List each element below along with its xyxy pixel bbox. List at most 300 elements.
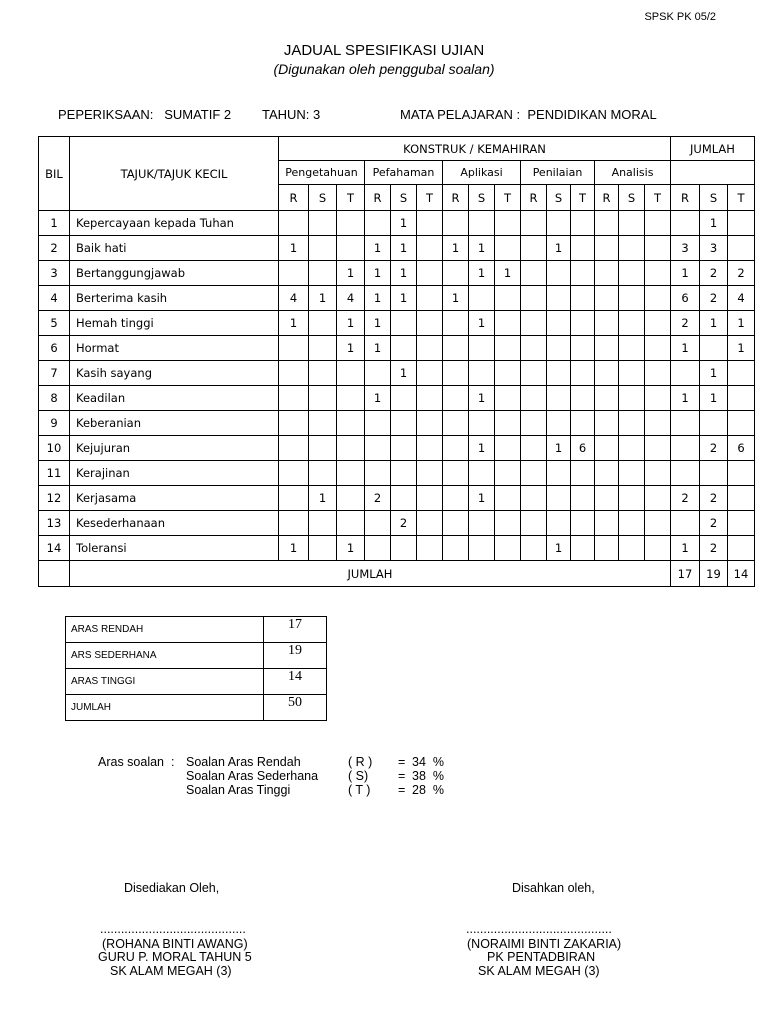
row-cell: 1 <box>337 336 365 361</box>
row-cell: 2 <box>391 511 417 536</box>
row-cell <box>619 486 645 511</box>
row-cell <box>671 411 700 436</box>
aras-label: Soalan Aras Tinggi <box>186 783 291 797</box>
summary-label: ARAS TINGGI <box>66 669 264 695</box>
row-tajuk: Hormat <box>70 336 279 361</box>
summary-label: JUMLAH <box>66 695 264 721</box>
table-row <box>39 411 755 436</box>
row-cell <box>595 386 619 411</box>
row-cell <box>547 461 571 486</box>
row-cell <box>700 461 728 486</box>
row-cell <box>279 386 309 411</box>
row-cell <box>469 286 495 311</box>
row-cell <box>645 461 671 486</box>
row-tajuk: Berterima kasih <box>70 286 279 311</box>
row-cell: 1 <box>671 336 700 361</box>
row-cell <box>391 386 417 411</box>
row-cell <box>417 311 443 336</box>
total-value: 17 <box>671 561 700 587</box>
row-bil: 2 <box>39 236 70 261</box>
level-header-s: S <box>469 185 495 211</box>
row-cell <box>547 336 571 361</box>
row-cell <box>279 336 309 361</box>
row-cell <box>547 211 571 236</box>
row-cell <box>728 511 755 536</box>
row-cell <box>619 536 645 561</box>
prepared-by-role: GURU P. MORAL TAHUN 5 <box>98 950 252 964</box>
row-cell <box>365 511 391 536</box>
row-cell <box>279 361 309 386</box>
row-cell <box>645 436 671 461</box>
row-cell <box>417 336 443 361</box>
row-tajuk: Kesederhanaan <box>70 511 279 536</box>
tajuk-header: TAJUK/TAJUK KECIL <box>70 137 279 211</box>
row-cell <box>595 436 619 461</box>
row-cell: 2 <box>700 436 728 461</box>
row-cell <box>571 261 595 286</box>
prepared-by-signature-line: .......................................... <box>100 922 246 936</box>
row-cell <box>443 461 469 486</box>
row-cell <box>337 211 365 236</box>
jumlah-blank-cell <box>671 161 755 185</box>
approved-by-role: PK PENTADBIRAN <box>487 950 596 964</box>
row-cell <box>469 461 495 486</box>
row-cell <box>279 486 309 511</box>
row-cell <box>417 461 443 486</box>
row-cell <box>571 461 595 486</box>
row-cell <box>645 286 671 311</box>
row-cell <box>337 461 365 486</box>
row-cell: 1 <box>365 261 391 286</box>
row-cell <box>521 386 547 411</box>
row-cell <box>619 511 645 536</box>
row-cell: 1 <box>547 236 571 261</box>
row-cell <box>417 436 443 461</box>
row-cell: 1 <box>469 236 495 261</box>
approved-by-caption: Disahkan oleh, <box>512 881 595 895</box>
row-cell <box>443 386 469 411</box>
row-bil: 9 <box>39 411 70 436</box>
aras-pct: 38 % <box>412 769 444 783</box>
row-cell <box>645 236 671 261</box>
row-cell <box>309 261 337 286</box>
summary-row <box>66 695 327 721</box>
summary-row <box>66 669 327 695</box>
approved-by-school: SK ALAM MEGAH (3) <box>478 964 600 978</box>
row-cell <box>309 511 337 536</box>
row-cell <box>521 511 547 536</box>
row-cell: 3 <box>700 236 728 261</box>
row-cell <box>469 336 495 361</box>
row-cell: 1 <box>469 436 495 461</box>
row-cell <box>595 311 619 336</box>
approved-by-name: (NORAIMI BINTI ZAKARIA) <box>467 937 622 951</box>
row-cell <box>547 361 571 386</box>
row-bil: 14 <box>39 536 70 561</box>
row-cell <box>571 236 595 261</box>
prepared-by-school: SK ALAM MEGAH (3) <box>110 964 232 978</box>
row-cell <box>495 486 521 511</box>
row-cell <box>337 361 365 386</box>
row-cell: 1 <box>391 361 417 386</box>
row-cell <box>443 486 469 511</box>
row-cell: 1 <box>469 311 495 336</box>
row-cell <box>279 411 309 436</box>
table-row <box>39 261 755 286</box>
row-cell: 1 <box>700 386 728 411</box>
row-cell <box>337 436 365 461</box>
table-row <box>39 211 755 236</box>
level-header-s: S <box>619 185 645 211</box>
row-cell <box>391 461 417 486</box>
row-cell <box>495 336 521 361</box>
row-cell: 2 <box>700 286 728 311</box>
row-bil: 1 <box>39 211 70 236</box>
row-cell <box>279 211 309 236</box>
row-cell <box>619 386 645 411</box>
row-cell <box>547 386 571 411</box>
row-cell <box>417 286 443 311</box>
row-cell <box>728 486 755 511</box>
level-header-t: T <box>495 185 521 211</box>
row-tajuk: Kejujuran <box>70 436 279 461</box>
row-cell <box>417 236 443 261</box>
row-cell <box>645 336 671 361</box>
row-cell <box>728 361 755 386</box>
row-cell <box>595 411 619 436</box>
level-header-t: T <box>571 185 595 211</box>
row-cell <box>309 361 337 386</box>
row-cell <box>595 461 619 486</box>
row-cell <box>521 486 547 511</box>
row-cell <box>728 236 755 261</box>
row-cell <box>443 336 469 361</box>
level-header-t: T <box>417 185 443 211</box>
row-bil: 5 <box>39 311 70 336</box>
row-cell <box>671 361 700 386</box>
approved-by-signature-line: .......................................... <box>466 922 612 936</box>
row-cell <box>417 411 443 436</box>
row-tajuk: Keberanian <box>70 411 279 436</box>
row-cell <box>469 411 495 436</box>
row-cell: 1 <box>728 311 755 336</box>
row-cell: 1 <box>337 311 365 336</box>
row-cell <box>495 211 521 236</box>
row-cell <box>495 436 521 461</box>
row-cell: 2 <box>671 311 700 336</box>
row-cell <box>443 536 469 561</box>
row-cell <box>391 336 417 361</box>
row-cell: 1 <box>365 336 391 361</box>
row-cell <box>521 286 547 311</box>
row-cell: 1 <box>700 361 728 386</box>
row-cell <box>571 386 595 411</box>
aras-heading: Aras soalan : <box>98 755 175 769</box>
row-cell <box>443 261 469 286</box>
row-cell <box>547 261 571 286</box>
row-cell <box>521 336 547 361</box>
table-row <box>39 311 755 336</box>
row-cell <box>671 436 700 461</box>
row-cell <box>700 411 728 436</box>
row-cell <box>469 536 495 561</box>
row-tajuk: Bertanggungjawab <box>70 261 279 286</box>
row-cell: 1 <box>309 286 337 311</box>
row-cell <box>671 211 700 236</box>
row-cell: 1 <box>337 536 365 561</box>
row-cell <box>495 236 521 261</box>
aras-eq: = <box>398 783 406 797</box>
row-cell <box>337 511 365 536</box>
row-cell <box>547 411 571 436</box>
row-cell <box>279 511 309 536</box>
level-header-r: R <box>595 185 619 211</box>
row-cell <box>495 361 521 386</box>
row-cell <box>469 211 495 236</box>
summary-value: 50 <box>264 695 327 721</box>
aras-code: ( T ) <box>348 783 371 797</box>
row-cell: 1 <box>365 236 391 261</box>
summary-value: 17 <box>264 617 327 643</box>
row-cell <box>571 311 595 336</box>
row-cell <box>619 261 645 286</box>
row-cell <box>571 486 595 511</box>
row-bil: 4 <box>39 286 70 311</box>
row-cell <box>309 336 337 361</box>
row-cell <box>571 361 595 386</box>
aras-label: Soalan Aras Sederhana <box>186 769 319 783</box>
row-cell: 3 <box>671 236 700 261</box>
table-row <box>39 386 755 411</box>
row-cell <box>547 286 571 311</box>
row-tajuk: Kerjasama <box>70 486 279 511</box>
row-cell <box>417 211 443 236</box>
row-cell: 1 <box>547 436 571 461</box>
row-cell: 4 <box>728 286 755 311</box>
row-cell <box>595 361 619 386</box>
row-cell <box>595 536 619 561</box>
row-cell <box>595 511 619 536</box>
row-cell: 1 <box>671 386 700 411</box>
row-cell <box>595 336 619 361</box>
row-cell <box>337 486 365 511</box>
row-cell <box>521 461 547 486</box>
table-row <box>39 286 755 311</box>
bil-header: BIL <box>39 137 70 211</box>
row-bil: 7 <box>39 361 70 386</box>
group-header-aplikasi: Aplikasi <box>443 161 521 185</box>
row-cell <box>443 436 469 461</box>
row-cell <box>495 511 521 536</box>
level-header-t: T <box>645 185 671 211</box>
row-bil: 6 <box>39 336 70 361</box>
row-cell <box>495 536 521 561</box>
group-header-pefahaman: Pefahaman <box>365 161 443 185</box>
row-bil: 13 <box>39 511 70 536</box>
level-header-s: S <box>547 185 571 211</box>
row-cell <box>391 536 417 561</box>
row-cell <box>495 411 521 436</box>
summary-label: ARAS RENDAH <box>66 617 264 643</box>
row-cell <box>595 211 619 236</box>
row-cell <box>619 236 645 261</box>
row-cell <box>521 211 547 236</box>
row-cell <box>309 311 337 336</box>
row-cell <box>495 461 521 486</box>
row-tajuk: Toleransi <box>70 536 279 561</box>
row-cell: 6 <box>728 436 755 461</box>
document-title: JADUAL SPESIFIKASI UJIAN <box>283 42 485 59</box>
aras-code: ( S) <box>348 769 369 783</box>
row-cell <box>279 461 309 486</box>
row-cell: 4 <box>337 286 365 311</box>
row-cell: 1 <box>700 211 728 236</box>
row-cell: 1 <box>469 386 495 411</box>
level-header-r: R <box>279 185 309 211</box>
row-cell <box>645 311 671 336</box>
summary-row <box>66 643 327 669</box>
table-row <box>39 511 755 536</box>
table-row <box>39 436 755 461</box>
row-cell <box>645 486 671 511</box>
row-cell: 1 <box>309 486 337 511</box>
row-cell: 6 <box>671 286 700 311</box>
row-cell <box>728 411 755 436</box>
row-cell <box>728 386 755 411</box>
summary-value: 14 <box>264 669 327 695</box>
row-cell: 6 <box>571 436 595 461</box>
row-cell <box>365 436 391 461</box>
summary-label: ARS SEDERHANA <box>66 643 264 669</box>
row-tajuk: Hemah tinggi <box>70 311 279 336</box>
row-cell: 2 <box>728 261 755 286</box>
row-cell: 2 <box>700 536 728 561</box>
table-row <box>39 461 755 486</box>
specification-table <box>38 136 755 587</box>
table-row <box>39 361 755 386</box>
row-cell <box>728 461 755 486</box>
row-tajuk: Keadilan <box>70 386 279 411</box>
row-tajuk: Kerajinan <box>70 461 279 486</box>
meta-tahun: TAHUN: 3 <box>262 107 321 122</box>
summary-row <box>66 617 327 643</box>
row-cell <box>309 211 337 236</box>
aras-pct: 34 % <box>412 755 444 769</box>
row-cell <box>595 236 619 261</box>
row-cell: 1 <box>279 236 309 261</box>
table-row <box>39 536 755 561</box>
total-row <box>39 561 755 587</box>
row-cell <box>547 511 571 536</box>
row-cell <box>619 361 645 386</box>
level-header-t: T <box>728 185 755 211</box>
level-header-r: R <box>671 185 700 211</box>
row-cell <box>391 436 417 461</box>
row-cell <box>309 436 337 461</box>
prepared-by-name: (ROHANA BINTI AWANG) <box>102 937 248 951</box>
row-cell <box>469 361 495 386</box>
row-cell <box>279 261 309 286</box>
row-cell: 2 <box>671 486 700 511</box>
document-subtitle: (Digunakan oleh penggubal soalan) <box>273 61 495 77</box>
row-cell <box>571 336 595 361</box>
row-cell <box>417 386 443 411</box>
row-cell <box>495 386 521 411</box>
group-header-penilaian: Penilaian <box>521 161 595 185</box>
row-cell <box>645 211 671 236</box>
level-header-r: R <box>365 185 391 211</box>
aras-eq: = <box>398 755 406 769</box>
row-bil: 11 <box>39 461 70 486</box>
row-cell <box>391 311 417 336</box>
konstruk-header: KONSTRUK / KEMAHIRAN <box>279 137 671 161</box>
row-cell <box>443 211 469 236</box>
row-cell <box>728 211 755 236</box>
row-cell <box>521 536 547 561</box>
row-cell <box>645 386 671 411</box>
row-cell <box>619 411 645 436</box>
row-tajuk: Kasih sayang <box>70 361 279 386</box>
level-header-s: S <box>700 185 728 211</box>
row-cell <box>337 386 365 411</box>
row-cell <box>521 236 547 261</box>
row-cell <box>619 286 645 311</box>
row-cell: 1 <box>337 261 365 286</box>
row-cell: 1 <box>671 536 700 561</box>
row-cell <box>417 361 443 386</box>
row-cell: 2 <box>700 486 728 511</box>
row-cell <box>309 411 337 436</box>
table-row <box>39 236 755 261</box>
level-header-s: S <box>309 185 337 211</box>
row-cell <box>521 261 547 286</box>
row-cell <box>645 536 671 561</box>
row-cell <box>521 411 547 436</box>
row-cell <box>391 486 417 511</box>
row-cell: 1 <box>700 311 728 336</box>
row-cell <box>337 411 365 436</box>
row-cell: 1 <box>443 236 469 261</box>
row-cell: 2 <box>700 511 728 536</box>
row-cell: 2 <box>700 261 728 286</box>
row-cell: 2 <box>365 486 391 511</box>
row-cell <box>443 311 469 336</box>
row-cell <box>309 461 337 486</box>
row-bil: 8 <box>39 386 70 411</box>
row-cell <box>521 311 547 336</box>
row-cell <box>469 511 495 536</box>
row-cell: 1 <box>391 261 417 286</box>
row-cell: 1 <box>547 536 571 561</box>
row-cell <box>417 511 443 536</box>
row-bil: 10 <box>39 436 70 461</box>
row-tajuk: Kepercayaan kepada Tuhan <box>70 211 279 236</box>
row-cell <box>521 361 547 386</box>
total-value: 19 <box>700 561 728 587</box>
row-cell <box>619 436 645 461</box>
row-cell: 1 <box>391 286 417 311</box>
row-cell: 1 <box>279 311 309 336</box>
level-header-r: R <box>521 185 547 211</box>
row-cell <box>495 286 521 311</box>
row-cell <box>571 511 595 536</box>
row-cell <box>547 311 571 336</box>
row-tajuk: Baik hati <box>70 236 279 261</box>
level-header-s: S <box>391 185 417 211</box>
row-cell <box>309 236 337 261</box>
row-cell <box>417 536 443 561</box>
row-cell <box>595 286 619 311</box>
